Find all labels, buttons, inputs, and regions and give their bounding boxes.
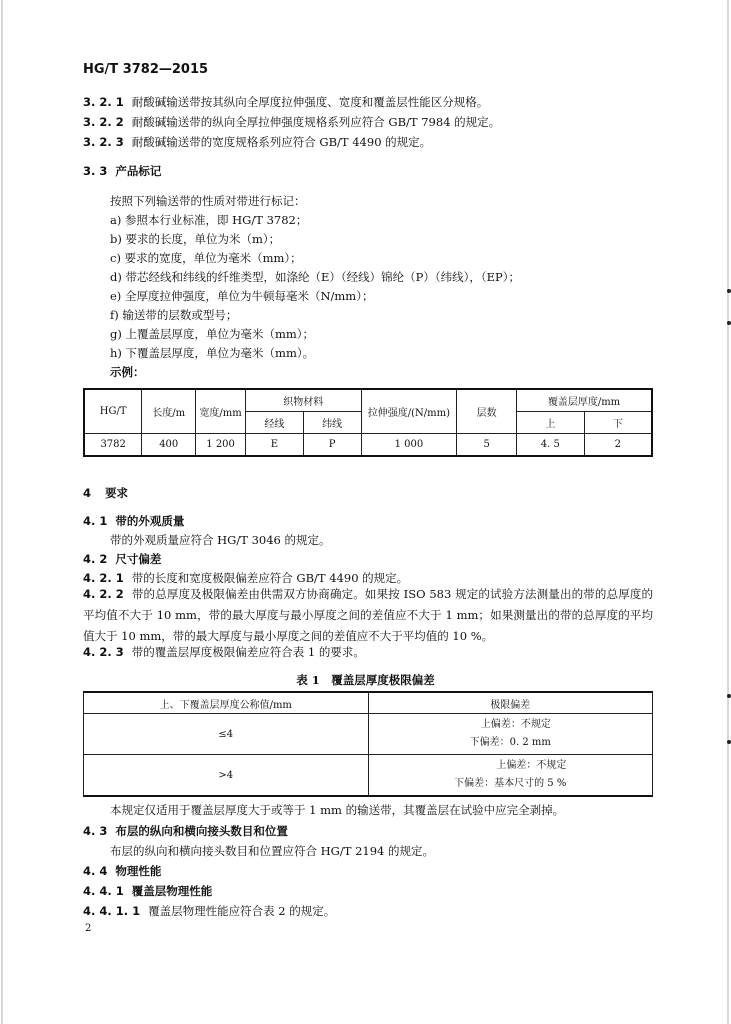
table-cell: 400 — [142, 434, 196, 457]
marking-item: d) 带芯经线和纬线的纤维类型，如涤纶（E）（经线）锦纶（P）（纬线），（EP）； — [110, 270, 521, 284]
scan-dot — [727, 694, 731, 698]
table-cell: 1 000 — [361, 434, 457, 457]
deviation-lines — [454, 757, 566, 793]
table-cell: 4. 5 — [517, 434, 585, 457]
col-header-plies: 层数 — [457, 389, 517, 434]
upper-deviation: 上偏差：不规定 — [496, 760, 567, 771]
table-cell-deviation — [368, 755, 653, 797]
marking-intro: 按照下列输送带的性质对带进行标记： — [110, 194, 306, 208]
scan-edge-right — [727, 0, 729, 1024]
scan-edge-left — [1, 0, 3, 1024]
marking-item: g) 上覆盖层厚度，单位为毫米（mm）； — [110, 327, 315, 341]
section-4-2-heading: 4. 2 尺寸偏差 — [83, 552, 162, 566]
scan-dot — [727, 289, 731, 293]
col-header-bottom: 下 — [584, 412, 652, 434]
col-header-top: 上 — [517, 412, 585, 434]
col-header-width: 宽度/mm — [196, 389, 246, 434]
col-header-nominal: 上、下覆盖层厚度公称值/mm — [84, 692, 369, 714]
example-label: 示例： — [110, 365, 145, 379]
marking-item: c) 要求的宽度，单位为毫米（mm）； — [110, 251, 302, 265]
section-3-3-heading: 3. 3 产品标记 — [83, 164, 162, 178]
col-header-length: 长度/m — [142, 389, 196, 434]
deviation-lines — [470, 716, 551, 752]
table-cell: 5 — [457, 434, 517, 457]
clause-4-4-1-1: 4. 4. 1. 1 覆盖层物理性能应符合表 2 的规定。 — [83, 904, 336, 918]
clause-3-2-2: 3. 2. 2 耐酸碱输送带的纵向全厚拉伸强度规格系列应符合 GB/T 7984 的规定。 — [83, 115, 501, 129]
clause-3-2-1: 3. 2. 1 耐酸碱输送带按其纵向全厚度拉伸强度、宽度和覆盖层性能区分规格。 — [83, 95, 489, 109]
lower-deviation: 下偏差：0. 2 mm — [469, 737, 551, 748]
section-4-4-heading: 4. 4 物理性能 — [83, 864, 162, 878]
section-4-1-heading: 4. 1 带的外观质量 — [83, 514, 185, 528]
marking-item: e) 全厚度拉伸强度，单位为牛顿每毫米（N/mm）； — [110, 289, 374, 303]
table-cell: E — [246, 434, 304, 457]
marking-item: b) 要求的长度，单位为米（m）； — [110, 232, 281, 246]
section-4-4-1-heading: 4. 4. 1 覆盖层物理性能 — [83, 884, 213, 898]
table-cell: P — [303, 434, 361, 457]
col-header-deviation: 极限偏差 — [368, 692, 653, 714]
section-4-1-text: 带的外观质量应符合 HG/T 3046 的规定。 — [110, 533, 331, 547]
table-row — [84, 755, 653, 797]
table-1-cover-thickness-deviation — [83, 691, 653, 797]
standard-id: HG/T 3782—2015 — [83, 62, 209, 77]
col-header-hgt: HG/T — [84, 389, 142, 434]
marking-item: a) 参照本行业标准，即 HG/T 3782； — [110, 213, 308, 227]
clause-4-2-2: 4. 2. 2 带的总厚度及极限偏差由供需双方协商确定。如果按 ISO 583 规定的试验方法测量出的带的总厚度的平均值不大于 10 mm，带的最大厚度与最小厚度之间的差值应不大于 1 mm；如果测量出的带的总厚度的平均值大于 10 mm，带的最大厚度与最小厚度之间的差值应不大于平均值的 10 %。 — [83, 587, 653, 643]
table-1-note: 本规定仅适用于覆盖层厚度大于或等于 1 mm 的输送带，其覆盖层在试验中应完全剥掉。 — [110, 803, 565, 817]
section-4-3-heading: 4. 3 布层的纵向和横向接头数目和位置 — [83, 824, 288, 838]
marking-item: f) 输送带的层数或型号； — [110, 308, 238, 322]
marking-item: h) 下覆盖层厚度，单位为毫米（mm）。 — [110, 346, 315, 360]
clause-3-2-3: 3. 2. 3 耐酸碱输送带的宽度规格系列应符合 GB/T 4490 的规定。 — [83, 135, 432, 149]
table-row — [84, 434, 652, 457]
table-cell-deviation — [368, 714, 653, 755]
col-header-cover: 覆盖层厚度/mm — [517, 389, 653, 412]
page-number: 2 — [85, 923, 92, 934]
scan-dot — [727, 321, 731, 325]
section-4-3-text: 布层的纵向和横向接头数目和位置应符合 HG/T 2194 的规定。 — [110, 844, 434, 858]
section-4-heading: 4 要求 — [83, 486, 129, 500]
table-cell: 2 — [584, 434, 652, 457]
example-marking-table — [83, 388, 653, 457]
table-cell: 3782 — [84, 434, 142, 457]
table-row — [84, 714, 653, 755]
upper-deviation: 上偏差：不规定 — [480, 719, 551, 730]
table-cell-nominal: ≤4 — [84, 714, 369, 755]
col-header-weft: 纬线 — [303, 412, 361, 434]
table-1-caption: 表 1 覆盖层厚度极限偏差 — [296, 673, 435, 687]
table-cell-nominal: >4 — [84, 755, 369, 797]
col-header-fabric: 织物材料 — [246, 389, 361, 412]
clause-4-2-1: 4. 2. 1 带的长度和宽度极限偏差应符合 GB/T 4490 的规定。 — [83, 571, 409, 585]
col-header-warp: 经线 — [246, 412, 304, 434]
scan-dot — [727, 740, 731, 744]
clause-4-2-3: 4. 2. 3 带的覆盖层厚度极限偏差应符合表 1 的要求。 — [83, 645, 365, 659]
table-cell: 1 200 — [196, 434, 246, 457]
col-header-strength: 拉伸强度/(N/mm) — [361, 389, 457, 434]
lower-deviation: 下偏差：基本尺寸的 5 % — [454, 778, 567, 789]
